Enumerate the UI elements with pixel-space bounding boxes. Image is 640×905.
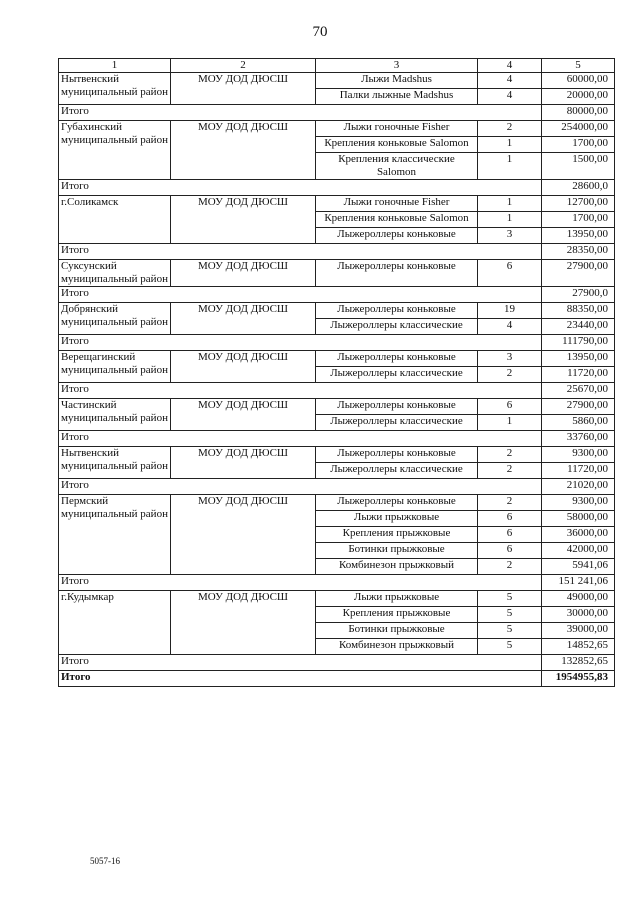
amount-cell: 9300,00 bbox=[542, 447, 615, 463]
table-row bbox=[59, 73, 615, 89]
quantity-cell: 6 bbox=[478, 511, 542, 527]
subtotal-row bbox=[59, 655, 615, 671]
subtotal-value: 151 241,06 bbox=[542, 575, 615, 591]
amount-cell: 30000,00 bbox=[542, 607, 615, 623]
table-row bbox=[59, 495, 615, 511]
amount-cell: 1700,00 bbox=[542, 137, 615, 153]
subtotal-value: 33760,00 bbox=[542, 431, 615, 447]
table-row bbox=[59, 303, 615, 319]
table-row bbox=[59, 447, 615, 463]
municipality-cell: Губахинский муниципальный район bbox=[59, 121, 171, 180]
municipality-cell: Пермский муниципальный район bbox=[59, 495, 171, 575]
equipment-cell: Лыжероллеры коньковые bbox=[316, 447, 478, 463]
page-number: 70 bbox=[312, 24, 328, 40]
subtotal-label: Итого bbox=[59, 383, 542, 399]
organization-cell: МОУ ДОД ДЮСШ bbox=[171, 121, 316, 180]
amount-cell: 5860,00 bbox=[542, 415, 615, 431]
quantity-cell: 5 bbox=[478, 607, 542, 623]
grand-total-value: 1954955,83 bbox=[542, 671, 615, 687]
subtotal-row bbox=[59, 244, 615, 260]
equipment-cell: Лыжероллеры коньковые bbox=[316, 351, 478, 367]
quantity-cell: 6 bbox=[478, 399, 542, 415]
subtotal-row bbox=[59, 431, 615, 447]
subtotal-row bbox=[59, 105, 615, 121]
quantity-cell: 5 bbox=[478, 591, 542, 607]
subtotal-value: 28600,0 bbox=[542, 180, 615, 196]
organization-cell: МОУ ДОД ДЮСШ bbox=[171, 351, 316, 383]
equipment-cell: Палки лыжные Madshus bbox=[316, 89, 478, 105]
equipment-cell: Лыжероллеры коньковые bbox=[316, 399, 478, 415]
quantity-cell: 4 bbox=[478, 73, 542, 89]
quantity-cell: 6 bbox=[478, 260, 542, 287]
equipment-cell: Лыжероллеры классические bbox=[316, 415, 478, 431]
quantity-cell: 19 bbox=[478, 303, 542, 319]
subtotal-row bbox=[59, 335, 615, 351]
subtotal-label: Итого bbox=[59, 244, 542, 260]
table-row bbox=[59, 121, 615, 137]
amount-cell: 27900,00 bbox=[542, 260, 615, 287]
subtotal-label: Итого bbox=[59, 431, 542, 447]
equipment-cell: Лыжи гоночные Fisher bbox=[316, 196, 478, 212]
amount-cell: 11720,00 bbox=[542, 367, 615, 383]
quantity-cell: 4 bbox=[478, 89, 542, 105]
amount-cell: 11720,00 bbox=[542, 463, 615, 479]
quantity-cell: 6 bbox=[478, 527, 542, 543]
equipment-cell: Комбинезон прыжковый bbox=[316, 639, 478, 655]
quantity-cell: 5 bbox=[478, 639, 542, 655]
quantity-cell: 4 bbox=[478, 319, 542, 335]
equipment-cell: Лыжероллеры коньковые bbox=[316, 495, 478, 511]
amount-cell: 20000,00 bbox=[542, 89, 615, 105]
subtotal-label: Итого bbox=[59, 575, 542, 591]
equipment-table bbox=[58, 58, 615, 687]
subtotal-label: Итого bbox=[59, 180, 542, 196]
equipment-cell: Лыжероллеры коньковые bbox=[316, 260, 478, 287]
column-header: 4 bbox=[478, 59, 542, 73]
subtotal-row bbox=[59, 287, 615, 303]
equipment-cell: Лыжероллеры коньковые bbox=[316, 303, 478, 319]
municipality-cell: Добрянский муниципальный район bbox=[59, 303, 171, 335]
quantity-cell: 2 bbox=[478, 121, 542, 137]
header-row bbox=[59, 59, 615, 73]
column-header: 1 bbox=[59, 59, 171, 73]
amount-cell: 14852,65 bbox=[542, 639, 615, 655]
equipment-cell: Лыжи прыжковые bbox=[316, 591, 478, 607]
quantity-cell: 2 bbox=[478, 559, 542, 575]
equipment-cell: Крепления прыжковые bbox=[316, 607, 478, 623]
amount-cell: 1700,00 bbox=[542, 212, 615, 228]
equipment-cell: Лыжи Madshus bbox=[316, 73, 478, 89]
subtotal-row bbox=[59, 180, 615, 196]
municipality-cell: Верещагинский муниципальный район bbox=[59, 351, 171, 383]
equipment-cell: Лыжероллеры классические bbox=[316, 367, 478, 383]
municipality-cell: Частинский муниципальный район bbox=[59, 399, 171, 431]
document-code: 5057-16 bbox=[90, 856, 120, 866]
quantity-cell: 1 bbox=[478, 137, 542, 153]
table-row bbox=[59, 399, 615, 415]
amount-cell: 9300,00 bbox=[542, 495, 615, 511]
equipment-cell: Лыжи прыжковые bbox=[316, 511, 478, 527]
organization-cell: МОУ ДОД ДЮСШ bbox=[171, 196, 316, 244]
amount-cell: 23440,00 bbox=[542, 319, 615, 335]
municipality-cell: г.Кудымкар bbox=[59, 591, 171, 655]
amount-cell: 254000,00 bbox=[542, 121, 615, 137]
subtotal-label: Итого bbox=[59, 479, 542, 495]
amount-cell: 88350,00 bbox=[542, 303, 615, 319]
equipment-cell: Лыжероллеры классические bbox=[316, 463, 478, 479]
subtotal-value: 111790,00 bbox=[542, 335, 615, 351]
subtotal-value: 132852,65 bbox=[542, 655, 615, 671]
subtotal-row bbox=[59, 479, 615, 495]
equipment-cell: Крепления классические Salomon bbox=[316, 153, 478, 180]
amount-cell: 39000,00 bbox=[542, 623, 615, 639]
equipment-cell: Лыжи гоночные Fisher bbox=[316, 121, 478, 137]
table-row bbox=[59, 591, 615, 607]
quantity-cell: 2 bbox=[478, 463, 542, 479]
table-row bbox=[59, 260, 615, 287]
amount-cell: 27900,00 bbox=[542, 399, 615, 415]
subtotal-value: 27900,0 bbox=[542, 287, 615, 303]
equipment-cell: Комбинезон прыжковый bbox=[316, 559, 478, 575]
quantity-cell: 5 bbox=[478, 623, 542, 639]
subtotal-value: 28350,00 bbox=[542, 244, 615, 260]
table-row bbox=[59, 351, 615, 367]
quantity-cell: 2 bbox=[478, 447, 542, 463]
amount-cell: 12700,00 bbox=[542, 196, 615, 212]
equipment-cell: Крепления прыжковые bbox=[316, 527, 478, 543]
subtotal-label: Итого bbox=[59, 105, 542, 121]
subtotal-value: 21020,00 bbox=[542, 479, 615, 495]
column-header: 2 bbox=[171, 59, 316, 73]
subtotal-row bbox=[59, 575, 615, 591]
table-row bbox=[59, 196, 615, 212]
organization-cell: МОУ ДОД ДЮСШ bbox=[171, 73, 316, 105]
equipment-cell: Крепления коньковые Salomon bbox=[316, 137, 478, 153]
equipment-cell: Лыжероллеры классические bbox=[316, 319, 478, 335]
equipment-cell: Лыжероллеры коньковые bbox=[316, 228, 478, 244]
grand-total-row bbox=[59, 671, 615, 687]
organization-cell: МОУ ДОД ДЮСШ bbox=[171, 591, 316, 655]
subtotal-label: Итого bbox=[59, 335, 542, 351]
subtotal-row bbox=[59, 383, 615, 399]
municipality-cell: г.Соликамск bbox=[59, 196, 171, 244]
organization-cell: МОУ ДОД ДЮСШ bbox=[171, 447, 316, 479]
subtotal-label: Итого bbox=[59, 287, 542, 303]
quantity-cell: 1 bbox=[478, 196, 542, 212]
municipality-cell: Суксунский муниципальный район bbox=[59, 260, 171, 287]
amount-cell: 58000,00 bbox=[542, 511, 615, 527]
organization-cell: МОУ ДОД ДЮСШ bbox=[171, 303, 316, 335]
amount-cell: 49000,00 bbox=[542, 591, 615, 607]
municipality-cell: Нытвенский муниципальный район bbox=[59, 447, 171, 479]
column-header: 3 bbox=[316, 59, 478, 73]
quantity-cell: 2 bbox=[478, 367, 542, 383]
amount-cell: 42000,00 bbox=[542, 543, 615, 559]
equipment-cell: Крепления коньковые Salomon bbox=[316, 212, 478, 228]
organization-cell: МОУ ДОД ДЮСШ bbox=[171, 495, 316, 575]
quantity-cell: 2 bbox=[478, 495, 542, 511]
organization-cell: МОУ ДОД ДЮСШ bbox=[171, 399, 316, 431]
amount-cell: 36000,00 bbox=[542, 527, 615, 543]
quantity-cell: 3 bbox=[478, 351, 542, 367]
amount-cell: 1500,00 bbox=[542, 153, 615, 180]
amount-cell: 13950,00 bbox=[542, 351, 615, 367]
equipment-cell: Ботинки прыжковые bbox=[316, 623, 478, 639]
amount-cell: 60000,00 bbox=[542, 73, 615, 89]
quantity-cell: 1 bbox=[478, 153, 542, 180]
grand-total-label: Итого bbox=[59, 671, 542, 687]
quantity-cell: 1 bbox=[478, 212, 542, 228]
subtotal-value: 25670,00 bbox=[542, 383, 615, 399]
amount-cell: 5941,06 bbox=[542, 559, 615, 575]
subtotal-value: 80000,00 bbox=[542, 105, 615, 121]
amount-cell: 13950,00 bbox=[542, 228, 615, 244]
equipment-cell: Ботинки прыжковые bbox=[316, 543, 478, 559]
quantity-cell: 1 bbox=[478, 415, 542, 431]
subtotal-label: Итого bbox=[59, 655, 542, 671]
organization-cell: МОУ ДОД ДЮСШ bbox=[171, 260, 316, 287]
quantity-cell: 6 bbox=[478, 543, 542, 559]
column-header: 5 bbox=[542, 59, 615, 73]
quantity-cell: 3 bbox=[478, 228, 542, 244]
municipality-cell: Нытвенский муниципальный район bbox=[59, 73, 171, 105]
